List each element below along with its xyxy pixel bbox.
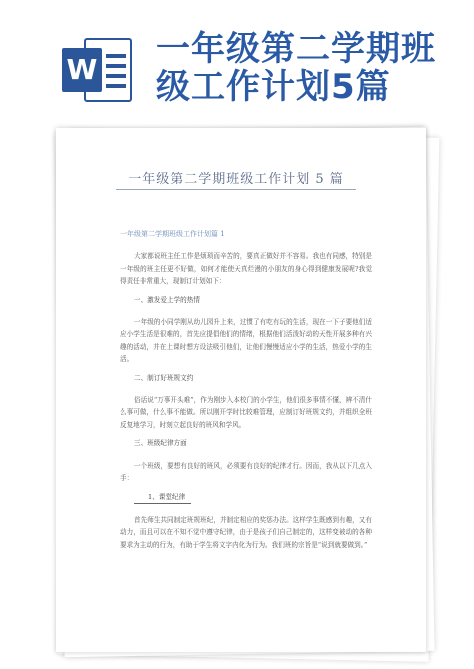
paragraph: 俗话说“万事开头难”，作为刚步入本校门的小学生，他们很多事情不懂，辨不清什么事可做，什么事不能做。所以刚开学时比较难管理，应制订好班规文约，并组织全班反复地学习，时刻立起良好的班风和学风。 — [120, 396, 372, 429]
document-body — [120, 228, 372, 557]
word-badge: W — [62, 48, 102, 92]
paragraph: 大家都说班主任工作是烦琐而辛苦的，要真正做好并不容易。我也有同感，特别是一年级的班主任更不好做，如何才能使天真烂漫的小朋友的身心得到健康发展呢?我觉得责任非常重大，现制订计划如下： — [120, 252, 372, 286]
section-heading — [120, 491, 372, 504]
paragraph: 首先师生共同制定班规班纪，并制定相应的奖惩办法。这样学生既感到有趣，又有动力，而且可以在不知不觉中遵守纪律，由于是孩子们自己制定的，这样变被动的各种要求为主动的行为，有助于学生将文字内化为行为。我们班的宗旨是“说到就要做到。” — [120, 515, 372, 549]
paragraph: 一个班级，要想有良好的班风，必须要有良好的纪律才行。因而，我从以下几点入手： — [120, 461, 372, 483]
section-heading: 一、激发爱上学的热情 — [134, 295, 200, 304]
document-subtitle: 一年级第二学期班级工作计划篇 1 — [120, 230, 225, 238]
subsection-heading: 1、课堂纪律 — [134, 491, 191, 504]
document-preview — [56, 128, 434, 658]
document-title: 一年级第二学期班级工作计划 5 篇 — [116, 168, 356, 190]
paragraph: 一年级的小同学刚从幼儿园升上来，过惯了有吃有玩的生活，现在一下子要他们适应小学生活是很难的，首先应提倡他们的情绪，根据他们活泼好动的天性开展多种有兴趣的活动，并在上课时想方设法吸引他们，让他们慢慢适应小学的生活，热爱小学的生活。 — [120, 318, 372, 364]
header — [0, 0, 474, 120]
section-heading: 二、制订好班规文约 — [134, 373, 194, 382]
page-title: 一年级第二学期班级工作计划5篇 — [156, 29, 436, 107]
word-icon — [62, 38, 134, 102]
document-sheet — [56, 128, 426, 652]
section-heading: 三、班级纪律方面 — [134, 439, 187, 448]
